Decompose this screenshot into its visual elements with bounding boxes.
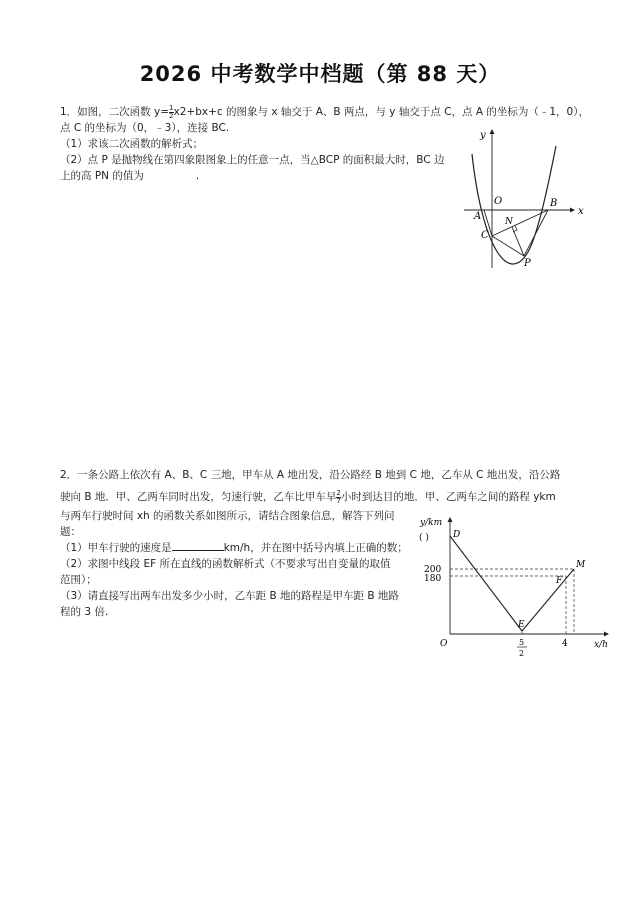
q1-segment-cp — [492, 236, 524, 256]
q2-label-e: E — [518, 620, 525, 630]
q2-label-o: O — [440, 639, 448, 649]
q1-label-y: y — [480, 130, 486, 141]
q2-label-m: M — [576, 560, 586, 570]
q2-label-d: D — [453, 530, 461, 540]
q2-text-unit: km/h，并在图中括号内填上正确的数； — [223, 542, 408, 554]
q1-label-o: O — [494, 196, 503, 207]
q1-figure — [460, 126, 590, 271]
q1-line-1 — [60, 103, 589, 120]
q1-label-a: A — [474, 211, 482, 222]
q2-tick-180: 180 — [424, 574, 442, 584]
q2-answer-blank — [172, 540, 224, 551]
q2-line-8: （3）请直接写出两车出发多少小时，乙车距 B 地的路程是甲车距 B 地路 — [60, 590, 399, 602]
q2-line-4: 题： — [60, 526, 81, 538]
q2-label-paren: ( ) — [419, 533, 429, 543]
q2-y-arrow — [448, 517, 453, 522]
q2-label-f: F — [556, 576, 563, 586]
q1-line-4: （2）点 P 是抛物线在第四象限图象上的任意一点，当△BCP 的面积最大时，BC 边 — [60, 154, 445, 166]
q1-text-a: 1．如图，二次函数 y= — [60, 106, 170, 118]
q1-parabola — [472, 146, 556, 264]
q1-text-pn: 上的高 PN 的值为 — [60, 170, 144, 182]
q2-label-y: y/km — [420, 518, 443, 528]
q2-line-9: 程的 3 倍. — [60, 606, 109, 618]
q2-segment-de — [450, 536, 522, 631]
q1-text-period: . — [195, 170, 200, 182]
q2-line-7: 范围）； — [60, 574, 97, 586]
q2-text-speed: （1）甲车行驶的速度是 — [60, 542, 172, 554]
q2-frac-num: 2 — [336, 488, 341, 497]
q2-tick-200: 200 — [424, 565, 442, 575]
q2-tick-52-num: 5 — [519, 638, 525, 647]
q2-tick-52-den: 2 — [519, 649, 525, 658]
q2-label-x: x/h — [594, 640, 608, 650]
q1-label-c: C — [481, 230, 489, 241]
q1-line-2: 点 C 的坐标为（0，﹣3），连接 BC. — [60, 122, 230, 134]
q1-x-arrow — [570, 208, 575, 213]
q1-label-p: P — [524, 258, 531, 269]
q1-label-n: N — [505, 217, 513, 227]
q2-tick-4: 4 — [562, 639, 568, 649]
q2-graph — [418, 514, 618, 664]
q2-x-arrow — [604, 632, 609, 637]
q2-line-6: （2）求图中线段 EF 所在直线的函数解析式（不要求写出自变量的取值 — [60, 558, 391, 570]
q1-segment-bp — [524, 210, 548, 256]
q1-frac-num: 1 — [169, 103, 174, 112]
page-title: 2026 中考数学中档题（第 88 天） — [139, 62, 501, 86]
q2-frac-den: 7 — [336, 496, 341, 505]
q2-text-a: 驶向 B 地．甲、乙两车同时出发，匀速行驶，乙车比甲车早 — [60, 491, 337, 503]
q2-line-1: 2．一条公路上依次有 A、B、C 三地，甲车从 A 地出发，沿公路经 B 地到 C 地，乙车从 C 地出发，沿公路 — [60, 469, 561, 481]
q1-text-b: x2+bx+c 的图象与 x 轴交于 A、B 两点，与 y 轴交于点 C，点 A 的坐标为（﹣1，0）， — [173, 106, 589, 118]
q1-label-b: B — [550, 198, 558, 209]
q2-line-3: 与两车行驶时间 xh 的函数关系如图所示，请结合图象信息，解答下列问 — [60, 510, 395, 522]
q1-segment-bc — [492, 210, 548, 236]
q2-line-2 — [60, 486, 585, 508]
q2-text-b: 小时到达目的地．甲、乙两车之间的路程 ykm — [340, 491, 556, 503]
q1-label-x: x — [578, 206, 584, 217]
q1-frac-den: 2 — [169, 111, 174, 120]
q1-y-arrow — [490, 129, 495, 134]
q1-line-3: （1）求该二次函数的解析式； — [60, 138, 204, 150]
